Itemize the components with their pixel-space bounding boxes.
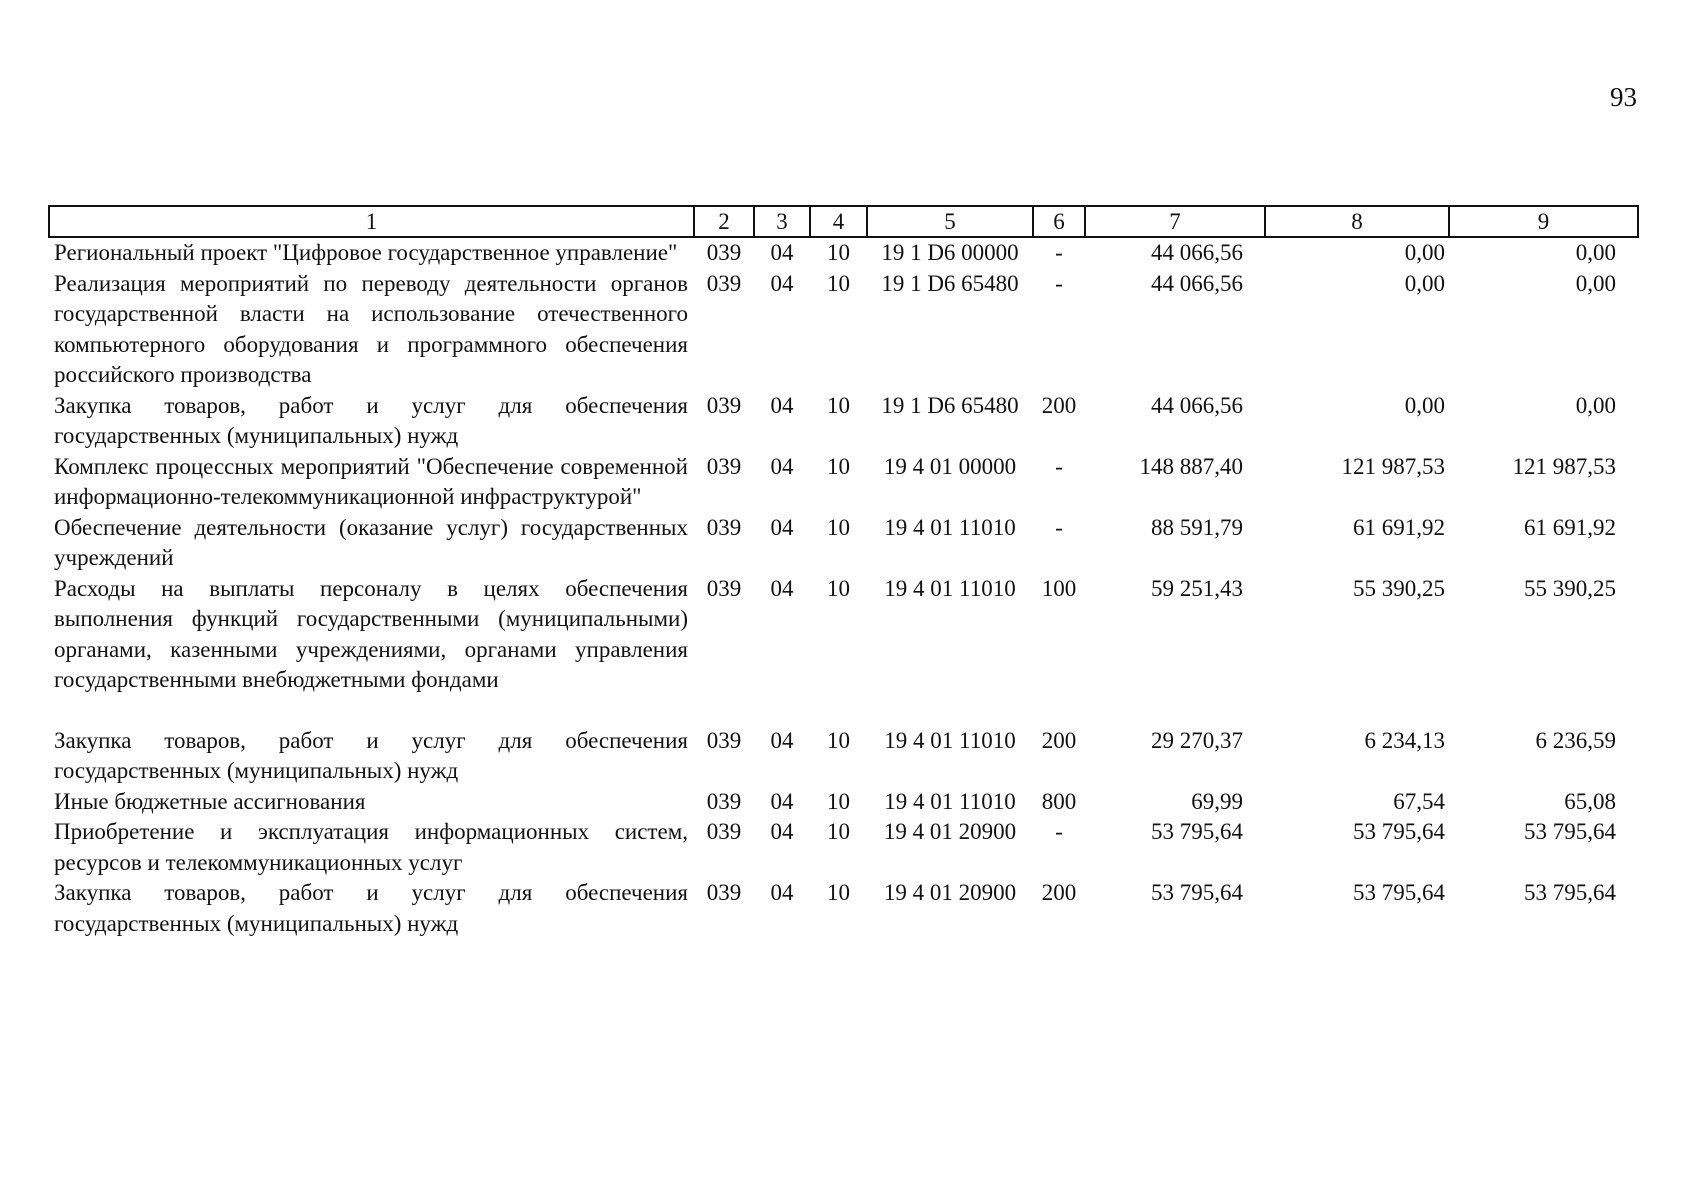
code-gr: 039 xyxy=(706,514,742,540)
item-name: Закупка товаров, работ и услуг для обеспечения государственных (муниципальных) нужд xyxy=(54,727,688,783)
code-vr: 100 xyxy=(1041,575,1077,601)
table-row xyxy=(49,574,1638,696)
item-name: Закупка товаров, работ и услуг для обеспечения государственных (муниципальных) нужд xyxy=(54,880,688,936)
code-csr: 19 4 01 11010 xyxy=(884,514,1016,540)
table-row xyxy=(49,237,1638,269)
amount-col9: 0,00 xyxy=(1575,240,1616,265)
code-vr: - xyxy=(1055,819,1063,844)
code-pr: 10 xyxy=(827,392,850,418)
code-vr: - xyxy=(1055,270,1063,296)
column-header: 5 xyxy=(867,206,1033,237)
amount-col7: 59 251,43 xyxy=(1151,575,1243,601)
code-csr: 19 1 D6 65480 xyxy=(881,392,1019,418)
item-name: Расходы на выплаты персоналу в целях обеспечения выполнения функций государственными (муниципальными) органами, казенными учреждениями, органами управления государственными внебюджетными фондами xyxy=(54,575,688,692)
table-header-row xyxy=(49,206,1638,237)
amount-col8: 55 390,25 xyxy=(1353,575,1445,601)
amount-col8: 67,54 xyxy=(1393,788,1445,814)
code-vr: - xyxy=(1055,240,1063,265)
code-rz: 04 xyxy=(770,392,794,418)
table-row xyxy=(49,391,1638,452)
table-row xyxy=(49,817,1638,878)
amount-col9: 0,00 xyxy=(1575,392,1616,418)
code-pr: 10 xyxy=(827,270,850,296)
code-vr: 200 xyxy=(1041,727,1077,753)
code-rz: 04 xyxy=(770,880,794,905)
item-name: Закупка товаров, работ и услуг для обеспечения государственных (муниципальных) нужд xyxy=(54,392,688,448)
table-row xyxy=(49,452,1638,513)
column-header: 2 xyxy=(694,206,754,237)
amount-col7: 69,99 xyxy=(1191,788,1243,814)
amount-col8: 0,00 xyxy=(1404,240,1445,265)
code-pr: 10 xyxy=(827,788,850,814)
item-name: Обеспечение деятельности (оказание услуг) государственных учреждений xyxy=(54,514,688,570)
code-rz: 04 xyxy=(770,727,794,753)
table-row xyxy=(49,787,1638,818)
column-header: 4 xyxy=(810,206,867,237)
amount-col8: 0,00 xyxy=(1404,270,1445,296)
amount-col8: 6 234,13 xyxy=(1364,727,1445,753)
code-pr: 10 xyxy=(827,727,850,753)
amount-col9: 121 987,53 xyxy=(1512,453,1616,479)
code-pr: 10 xyxy=(827,514,850,540)
code-gr: 039 xyxy=(706,575,742,601)
amount-col7: 44 066,56 xyxy=(1151,240,1243,265)
table-row xyxy=(49,878,1638,939)
code-vr: - xyxy=(1055,453,1063,479)
code-pr: 10 xyxy=(827,819,850,844)
code-vr: 800 xyxy=(1041,788,1077,814)
code-csr: 19 1 D6 65480 xyxy=(881,270,1019,296)
column-header: 1 xyxy=(49,206,694,237)
code-rz: 04 xyxy=(770,514,794,540)
code-gr: 039 xyxy=(706,240,742,265)
budget-table xyxy=(48,205,1639,939)
code-vr: - xyxy=(1055,514,1063,540)
code-gr: 039 xyxy=(706,727,742,753)
code-csr: 19 4 01 20900 xyxy=(883,819,1017,844)
code-gr: 039 xyxy=(706,453,742,479)
code-gr: 039 xyxy=(706,270,742,296)
amount-col9: 55 390,25 xyxy=(1524,575,1616,601)
code-gr: 039 xyxy=(706,880,742,905)
code-csr: 19 4 01 11010 xyxy=(884,575,1016,601)
column-header: 8 xyxy=(1265,206,1449,237)
code-csr: 19 4 01 11010 xyxy=(884,788,1016,814)
code-pr: 10 xyxy=(827,453,850,479)
amount-col8: 61 691,92 xyxy=(1353,514,1445,540)
code-rz: 04 xyxy=(770,788,794,814)
amount-col7: 29 270,37 xyxy=(1151,727,1243,753)
page-number: 93 xyxy=(1610,82,1637,112)
code-gr: 039 xyxy=(706,788,742,814)
amount-col7: 44 066,56 xyxy=(1151,270,1243,296)
code-csr: 19 1 D6 00000 xyxy=(881,240,1019,265)
code-pr: 10 xyxy=(827,240,850,265)
table-row xyxy=(49,513,1638,574)
item-name: Реализация мероприятий по переводу деятельности органов государственной власти на использование отечественного компьютерного оборудования и программного обеспечения российского производства xyxy=(54,270,688,387)
code-rz: 04 xyxy=(770,240,794,265)
amount-col8: 53 795,64 xyxy=(1353,880,1445,905)
amount-col9: 53 795,64 xyxy=(1524,880,1616,905)
amount-col7: 53 795,64 xyxy=(1151,819,1243,844)
item-name: Приобретение и эксплуатация информационных систем, ресурсов и телекоммуникационных услуг xyxy=(54,819,688,875)
amount-col9: 53 795,64 xyxy=(1524,819,1616,844)
code-rz: 04 xyxy=(770,270,794,296)
amount-col9: 61 691,92 xyxy=(1524,514,1616,540)
column-header: 9 xyxy=(1449,206,1638,237)
code-pr: 10 xyxy=(827,880,850,905)
amount-col7: 53 795,64 xyxy=(1151,880,1243,905)
code-csr: 19 4 01 20900 xyxy=(883,880,1017,905)
table-row xyxy=(49,269,1638,391)
amount-col8: 0,00 xyxy=(1404,392,1445,418)
code-rz: 04 xyxy=(770,819,794,844)
code-rz: 04 xyxy=(770,575,794,601)
item-name: Иные бюджетные ассигнования xyxy=(54,788,366,814)
code-rz: 04 xyxy=(770,453,794,479)
amount-col7: 88 591,79 xyxy=(1151,514,1243,540)
amount-col9: 6 236,59 xyxy=(1535,727,1616,753)
code-vr: 200 xyxy=(1041,392,1077,418)
item-name: Региональный проект "Цифровое государственное управление" xyxy=(54,240,678,265)
amount-col7: 44 066,56 xyxy=(1151,392,1243,418)
column-header: 3 xyxy=(754,206,810,237)
column-header: 7 xyxy=(1085,206,1265,237)
table-row xyxy=(49,726,1638,787)
code-gr: 039 xyxy=(706,819,742,844)
code-gr: 039 xyxy=(706,392,742,418)
amount-col7: 148 887,40 xyxy=(1139,453,1243,479)
amount-col8: 53 795,64 xyxy=(1353,819,1445,844)
amount-col8: 121 987,53 xyxy=(1341,453,1445,479)
column-header: 6 xyxy=(1033,206,1085,237)
code-csr: 19 4 01 00000 xyxy=(883,453,1017,479)
amount-col9: 0,00 xyxy=(1575,270,1616,296)
code-pr: 10 xyxy=(827,575,850,601)
code-csr: 19 4 01 11010 xyxy=(884,727,1016,753)
item-name: Комплекс процессных мероприятий "Обеспечение современной информационно-телекоммуникационной инфраструктурой" xyxy=(54,453,688,509)
amount-col9: 65,08 xyxy=(1564,788,1616,814)
code-vr: 200 xyxy=(1041,880,1077,905)
spacer-row xyxy=(49,696,1638,726)
